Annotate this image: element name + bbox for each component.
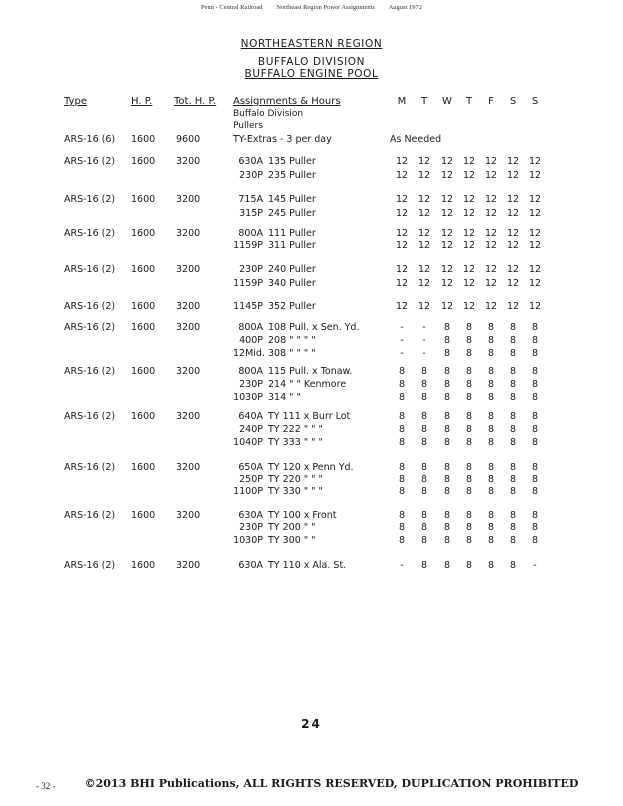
cell-day-hours: 8 [420, 474, 428, 485]
cell-day-hours: 12 [440, 208, 454, 219]
cell-day-hours: - [422, 348, 426, 359]
cell-day-hours: 12 [440, 301, 454, 312]
cell-day-hours: 12 [440, 240, 454, 251]
cell-day-hours: 12 [528, 228, 542, 239]
cell-day-hours: 8 [420, 411, 428, 422]
folio: - 32 - [36, 781, 56, 791]
header-publisher: Penn - Central Railroad [201, 4, 263, 11]
cell-time: 630A [238, 560, 263, 571]
cell-day-hours: 8 [443, 322, 451, 333]
cell-day-hours: 8 [443, 474, 451, 485]
cell-day-hours: 12 [440, 228, 454, 239]
cell-day-hours: 12 [462, 194, 476, 205]
cell-day-hours: 8 [398, 366, 406, 377]
cell-day-hours: 12 [395, 278, 409, 289]
cell-assignment: 245 Puller [268, 208, 316, 219]
cell-day-hours: 8 [420, 379, 428, 390]
cell-day-hours: 12 [462, 170, 476, 181]
cell-day-hours: 12 [395, 240, 409, 251]
cell-tot-hp: 3200 [176, 322, 201, 333]
cell-assignment: TY-Extras - 3 per day [233, 134, 332, 145]
cell-day-hours: 8 [465, 322, 473, 333]
cell-time: 315P [239, 208, 263, 219]
cell-day-hours: 12 [484, 264, 498, 275]
cell-day-hours: 12 [462, 228, 476, 239]
cell-day-hours: 8 [509, 379, 517, 390]
cell-day-hours: 8 [465, 522, 473, 533]
cell-day-hours: 8 [487, 535, 495, 546]
cell-day-hours: 12 [506, 228, 520, 239]
cell-days-note: As Needed [390, 134, 442, 145]
cell-assignment: 240 Puller [268, 264, 316, 275]
cell-day-hours: 8 [443, 366, 451, 377]
cell-day-hours: 8 [509, 437, 517, 448]
cell-day-hours: 12 [506, 156, 520, 167]
header-subject: Northeast Region Power Assignments [276, 4, 375, 11]
cell-day-hours: 12 [506, 194, 520, 205]
cell-time: 630A [238, 510, 263, 521]
cell-assignment: TY 120 x Penn Yd. [268, 462, 354, 473]
cell-day-hours: 8 [465, 474, 473, 485]
cell-day-hours: 12 [484, 194, 498, 205]
cell-assignment: TY 333 " " " [268, 437, 323, 448]
cell-hp: 1600 [131, 322, 156, 333]
cell-tot-hp: 3200 [176, 264, 201, 275]
cell-day-hours: 8 [531, 379, 539, 390]
cell-day-hours: 8 [487, 424, 495, 435]
cell-day-hours: 8 [531, 535, 539, 546]
cell-tot-hp: 3200 [176, 228, 201, 239]
cell-day-hours: 12 [395, 228, 409, 239]
cell-day-hours: 12 [395, 301, 409, 312]
cell-day-hours: 12 [462, 301, 476, 312]
cell-assignment: 208 " " " " [268, 335, 316, 346]
cell-hp: 1600 [131, 510, 156, 521]
cell-assignment: TY 111 x Burr Lot [268, 411, 351, 422]
cell-day-hours: 8 [465, 424, 473, 435]
cell-day-hours: - [422, 335, 426, 346]
region-title: NORTHEASTERN REGION [240, 38, 383, 50]
cell-hp: 1600 [131, 366, 156, 377]
subheading-division: Buffalo Division [233, 109, 304, 119]
cell-day-hours: 8 [443, 522, 451, 533]
cell-day-hours: - [400, 335, 404, 346]
cell-day-hours: 8 [531, 424, 539, 435]
cell-hp: 1600 [131, 411, 156, 422]
cell-day-hours: 8 [531, 366, 539, 377]
cell-day-hours: 12 [417, 170, 431, 181]
cell-day-hours: 8 [509, 486, 517, 497]
cell-day-hours: 8 [465, 510, 473, 521]
cell-day-hours: - [400, 322, 404, 333]
cell-assignment: TY 330 " " " [268, 486, 323, 497]
cell-day-hours: 8 [487, 411, 495, 422]
cell-day-hours: 8 [443, 535, 451, 546]
cell-day-hours: 12 [484, 156, 498, 167]
cell-day-hours: 8 [487, 560, 495, 571]
col-header-tot-hp: Tot. H. P. [174, 96, 217, 107]
cell-time: 630A [238, 156, 263, 167]
copyright-notice: ©2013 BHI Publications, ALL RIGHTS RESERVED, DUPLICATION PROHIBITED [84, 777, 579, 790]
cell-hp: 1600 [131, 560, 156, 571]
cell-day-hours: 8 [509, 411, 517, 422]
cell-assignment: 135 Puller [268, 156, 316, 167]
cell-assignment: 308 " " " " [268, 348, 316, 359]
cell-type: ARS-16 (2) [64, 301, 116, 312]
cell-day-hours: 12 [484, 170, 498, 181]
cell-assignment: 111 Puller [268, 228, 316, 239]
cell-assignment: 108 Pull. x Sen. Yd. [268, 322, 360, 333]
cell-day-hours: 12 [528, 194, 542, 205]
cell-day-hours: 8 [509, 322, 517, 333]
cell-assignment: TY 200 " " [268, 522, 316, 533]
cell-day-hours: 8 [531, 510, 539, 521]
cell-day-hours: 12 [484, 208, 498, 219]
cell-day-hours: 12 [506, 278, 520, 289]
cell-assignment: 340 Puller [268, 278, 316, 289]
cell-day-hours: 8 [487, 335, 495, 346]
cell-day-hours: 8 [509, 535, 517, 546]
cell-time: 640A [238, 411, 263, 422]
cell-day-hours: 8 [420, 366, 428, 377]
cell-time: 1030P [233, 535, 263, 546]
cell-type: ARS-16 (2) [64, 322, 116, 333]
cell-tot-hp: 3200 [176, 156, 201, 167]
cell-tot-hp: 3200 [176, 510, 201, 521]
cell-day-hours: 8 [465, 560, 473, 571]
cell-day-hours: 8 [443, 437, 451, 448]
cell-day-hours: 8 [420, 560, 428, 571]
cell-day-hours: 12 [417, 240, 431, 251]
cell-day-hours: 12 [395, 170, 409, 181]
cell-tot-hp: 3200 [176, 411, 201, 422]
cell-day-hours: 12 [417, 278, 431, 289]
cell-assignment: TY 100 x Front [268, 510, 337, 521]
cell-day-hours: 8 [487, 522, 495, 533]
cell-day-hours: 8 [443, 411, 451, 422]
cell-day-hours: 12 [528, 264, 542, 275]
cell-hp: 1600 [131, 134, 156, 145]
cell-day-hours: 12 [417, 301, 431, 312]
cell-day-hours: 8 [398, 437, 406, 448]
cell-day-hours: 8 [465, 535, 473, 546]
cell-day-hours: 8 [443, 486, 451, 497]
cell-day-hours: 8 [465, 392, 473, 403]
cell-day-hours: - [400, 348, 404, 359]
cell-day-hours: 8 [487, 366, 495, 377]
cell-day-hours: 8 [465, 335, 473, 346]
col-header-day: T [420, 96, 428, 107]
cell-day-hours: 8 [398, 411, 406, 422]
cell-time: 230P [239, 170, 263, 181]
cell-day-hours: 8 [509, 522, 517, 533]
cell-day-hours: 12 [528, 240, 542, 251]
running-header [0, 4, 623, 11]
cell-day-hours: 8 [487, 379, 495, 390]
cell-day-hours: 12 [395, 194, 409, 205]
cell-type: ARS-16 (2) [64, 264, 116, 275]
cell-day-hours: 12 [417, 156, 431, 167]
cell-day-hours: 8 [398, 522, 406, 533]
cell-time: 400P [239, 335, 263, 346]
cell-day-hours: 12 [462, 264, 476, 275]
cell-day-hours: 8 [398, 424, 406, 435]
pool-title: BUFFALO ENGINE POOL [244, 68, 379, 80]
cell-time: 250P [239, 474, 263, 485]
cell-time: 230P [239, 379, 263, 390]
cell-day-hours: 8 [443, 462, 451, 473]
cell-day-hours: 8 [420, 510, 428, 521]
cell-day-hours: 8 [487, 486, 495, 497]
cell-day-hours: 8 [487, 322, 495, 333]
cell-time: 1159P [233, 240, 263, 251]
cell-type: ARS-16 (2) [64, 156, 116, 167]
cell-assignment: TY 220 " " " [268, 474, 323, 485]
cell-day-hours: 12 [506, 264, 520, 275]
cell-day-hours: - [422, 322, 426, 333]
division-title: BUFFALO DIVISION [257, 56, 366, 68]
cell-day-hours: 12 [506, 240, 520, 251]
cell-day-hours: 8 [420, 392, 428, 403]
cell-time: 1030P [233, 392, 263, 403]
cell-assignment: 314 " " [268, 392, 301, 403]
cell-day-hours: - [533, 560, 537, 571]
cell-day-hours: 12 [417, 194, 431, 205]
cell-day-hours: 12 [440, 264, 454, 275]
cell-day-hours: 12 [395, 156, 409, 167]
col-header-day: M [397, 96, 407, 107]
cell-assignment: TY 300 " " [268, 535, 316, 546]
col-header-day: S [531, 96, 539, 107]
page-number: 24 [301, 717, 322, 731]
cell-day-hours: 12 [506, 170, 520, 181]
cell-assignment: TY 222 " " " [268, 424, 323, 435]
cell-day-hours: 8 [487, 474, 495, 485]
cell-day-hours: 8 [465, 348, 473, 359]
cell-day-hours: 8 [443, 560, 451, 571]
cell-day-hours: 8 [531, 335, 539, 346]
title-block [0, 38, 623, 80]
cell-time: 800A [238, 322, 263, 333]
cell-day-hours: 8 [487, 437, 495, 448]
cell-day-hours: 12 [462, 240, 476, 251]
cell-time: 230P [239, 264, 263, 275]
cell-day-hours: 8 [487, 510, 495, 521]
cell-assignment: 115 Pull. x Tonaw. [268, 366, 353, 377]
cell-assignment: 145 Puller [268, 194, 316, 205]
cell-assignment: 235 Puller [268, 170, 316, 181]
col-header-day: T [465, 96, 473, 107]
cell-day-hours: 8 [443, 392, 451, 403]
cell-hp: 1600 [131, 228, 156, 239]
cell-day-hours: 8 [531, 411, 539, 422]
cell-time: 1159P [233, 278, 263, 289]
cell-day-hours: 12 [484, 228, 498, 239]
cell-day-hours: 8 [531, 437, 539, 448]
cell-day-hours: 12 [528, 156, 542, 167]
cell-day-hours: 12 [417, 228, 431, 239]
col-header-type: Type [64, 96, 87, 107]
cell-day-hours: 8 [465, 462, 473, 473]
cell-hp: 1600 [131, 264, 156, 275]
cell-day-hours: 12 [395, 208, 409, 219]
cell-day-hours: 12 [417, 264, 431, 275]
cell-time: 240P [239, 424, 263, 435]
cell-day-hours: 8 [531, 322, 539, 333]
cell-day-hours: 8 [509, 474, 517, 485]
cell-day-hours: 8 [420, 462, 428, 473]
cell-day-hours: 12 [440, 170, 454, 181]
cell-time: 800A [238, 228, 263, 239]
col-header-assignments: Assignments & Hours [233, 96, 341, 107]
cell-day-hours: 8 [509, 392, 517, 403]
cell-day-hours: 8 [443, 424, 451, 435]
cell-day-hours: 8 [509, 348, 517, 359]
cell-day-hours: 8 [465, 411, 473, 422]
cell-hp: 1600 [131, 462, 156, 473]
subheading-pullers: Pullers [233, 121, 263, 131]
cell-type: ARS-16 (2) [64, 411, 116, 422]
cell-type: ARS-16 (2) [64, 228, 116, 239]
cell-day-hours: 8 [531, 462, 539, 473]
cell-day-hours: 8 [531, 348, 539, 359]
cell-time: 12Mid. [233, 348, 265, 359]
cell-day-hours: 8 [398, 462, 406, 473]
cell-day-hours: 12 [484, 278, 498, 289]
cell-day-hours: 12 [528, 170, 542, 181]
cell-day-hours: 12 [462, 156, 476, 167]
cell-day-hours: 8 [509, 510, 517, 521]
cell-type: ARS-16 (2) [64, 366, 116, 377]
cell-day-hours: 8 [420, 522, 428, 533]
cell-type: ARS-16 (2) [64, 194, 116, 205]
cell-day-hours: 8 [509, 335, 517, 346]
cell-time: 230P [239, 522, 263, 533]
header-date: August 1972 [388, 4, 422, 11]
cell-day-hours: 8 [443, 379, 451, 390]
cell-type: ARS-16 (2) [64, 560, 116, 571]
cell-type: ARS-16 (6) [64, 134, 116, 145]
cell-day-hours: 8 [531, 522, 539, 533]
cell-day-hours: 8 [420, 424, 428, 435]
cell-day-hours: 8 [443, 510, 451, 521]
cell-day-hours: 12 [440, 278, 454, 289]
cell-day-hours: 12 [506, 301, 520, 312]
cell-tot-hp: 3200 [176, 194, 201, 205]
cell-day-hours: 8 [398, 486, 406, 497]
cell-tot-hp: 3200 [176, 560, 201, 571]
cell-day-hours: 8 [487, 462, 495, 473]
cell-day-hours: 8 [420, 486, 428, 497]
cell-day-hours: 8 [531, 486, 539, 497]
col-header-hp: H. P. [131, 96, 153, 107]
cell-day-hours: 12 [528, 301, 542, 312]
cell-day-hours: 8 [487, 348, 495, 359]
cell-assignment: TY 110 x Ala. St. [268, 560, 347, 571]
cell-day-hours: 12 [395, 264, 409, 275]
cell-day-hours: 8 [531, 474, 539, 485]
cell-day-hours: 8 [398, 474, 406, 485]
cell-assignment: 214 " " Kenmore [268, 379, 347, 390]
cell-time: 800A [238, 366, 263, 377]
cell-tot-hp: 3200 [176, 366, 201, 377]
cell-day-hours: 12 [528, 278, 542, 289]
cell-assignment: 352 Puller [268, 301, 316, 312]
cell-day-hours: 8 [465, 366, 473, 377]
cell-time: 650A [238, 462, 263, 473]
cell-type: ARS-16 (2) [64, 510, 116, 521]
cell-day-hours: 8 [465, 486, 473, 497]
col-header-day: S [509, 96, 517, 107]
cell-tot-hp: 9600 [176, 134, 201, 145]
cell-day-hours: 12 [417, 208, 431, 219]
cell-time: 1145P [233, 301, 263, 312]
cell-hp: 1600 [131, 301, 156, 312]
cell-hp: 1600 [131, 156, 156, 167]
cell-day-hours: 8 [487, 392, 495, 403]
cell-day-hours: 12 [506, 208, 520, 219]
cell-day-hours: 12 [462, 278, 476, 289]
cell-day-hours: 12 [484, 240, 498, 251]
cell-day-hours: 8 [509, 366, 517, 377]
cell-day-hours: 12 [440, 156, 454, 167]
cell-day-hours: - [400, 560, 404, 571]
cell-time: 1040P [233, 437, 263, 448]
cell-day-hours: 12 [484, 301, 498, 312]
col-header-day: F [488, 96, 494, 107]
cell-day-hours: 12 [462, 208, 476, 219]
cell-time: 1100P [233, 486, 263, 497]
col-header-day: W [442, 96, 452, 107]
cell-day-hours: 8 [509, 424, 517, 435]
cell-day-hours: 8 [398, 510, 406, 521]
cell-day-hours: 8 [420, 535, 428, 546]
cell-day-hours: 12 [528, 208, 542, 219]
cell-day-hours: 8 [398, 392, 406, 403]
cell-tot-hp: 3200 [176, 301, 201, 312]
cell-assignment: 311 Puller [268, 240, 316, 251]
cell-hp: 1600 [131, 194, 156, 205]
cell-day-hours: 8 [465, 437, 473, 448]
cell-day-hours: 8 [509, 462, 517, 473]
cell-type: ARS-16 (2) [64, 462, 116, 473]
cell-day-hours: 8 [443, 348, 451, 359]
cell-day-hours: 8 [509, 560, 517, 571]
cell-day-hours: 12 [440, 194, 454, 205]
cell-day-hours: 8 [420, 437, 428, 448]
cell-day-hours: 8 [531, 392, 539, 403]
cell-day-hours: 8 [398, 379, 406, 390]
cell-day-hours: 8 [465, 379, 473, 390]
cell-time: 715A [238, 194, 263, 205]
cell-tot-hp: 3200 [176, 462, 201, 473]
cell-day-hours: 8 [443, 335, 451, 346]
cell-day-hours: 8 [398, 535, 406, 546]
